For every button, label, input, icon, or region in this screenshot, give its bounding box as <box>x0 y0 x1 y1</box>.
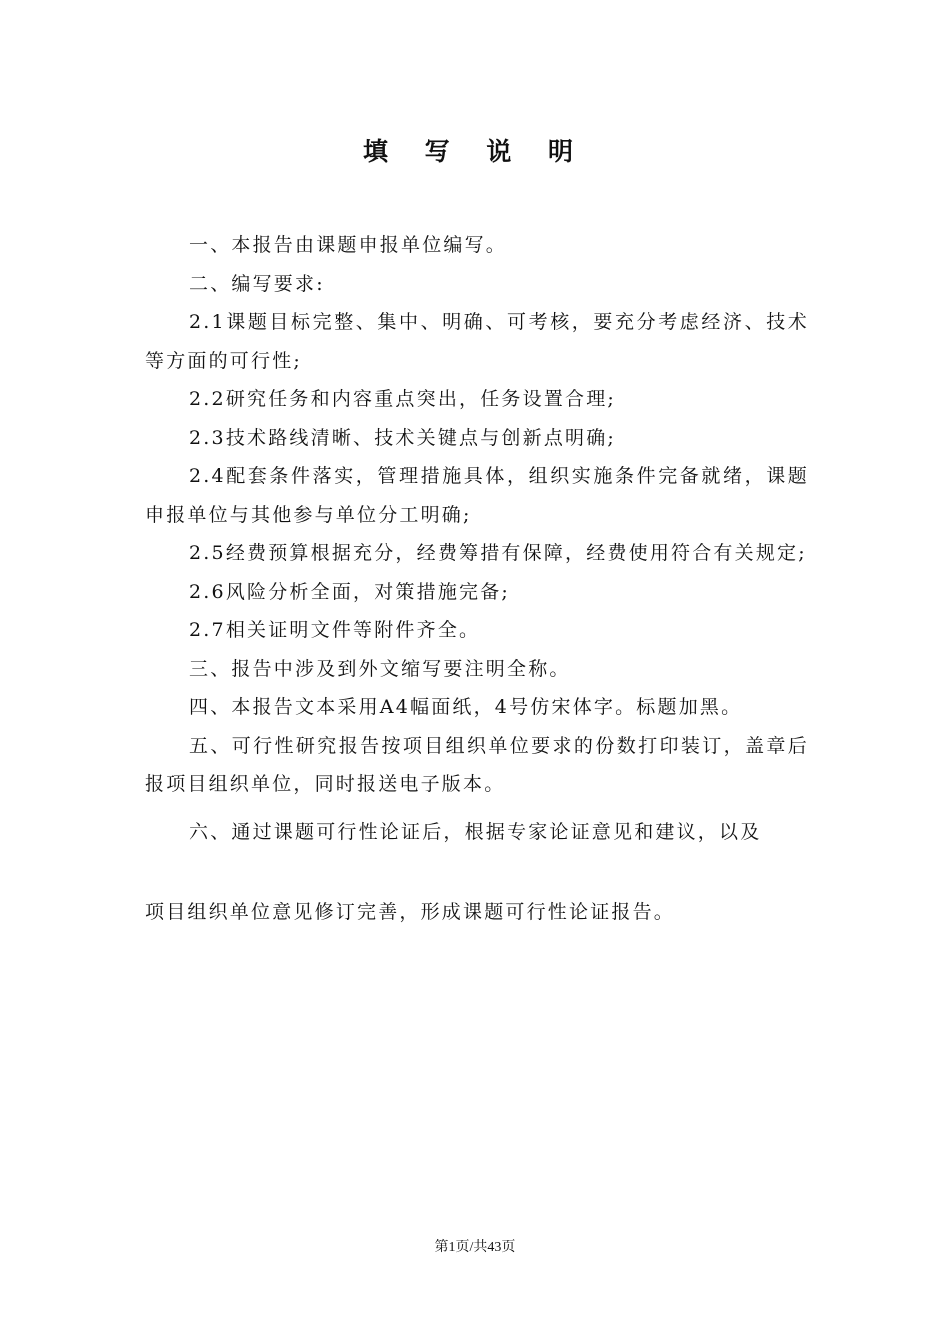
paragraph-2-2: 2.2研究任务和内容重点突出，任务设置合理; <box>189 388 617 410</box>
paragraph-2-3: 2.3技术路线清晰、技术关键点与创新点明确; <box>189 426 617 449</box>
paragraph-2-4: 2.4配套条件落实，管理措施具体，组织实施条件完备就绪，课题申报单位与其他参与单位分工明确; <box>145 465 809 526</box>
paragraph-5: 五、可行性研究报告按项目组织单位要求的份数打印装订，盖章后报项目组织单位，同时报送电子版本。 <box>145 734 809 795</box>
paragraph-2-6: 2.6风险分析全面，对策措施完备; <box>189 580 511 603</box>
paragraph-2-1: 2.1课题目标完整、集中、明确、可考核，要充分考虑经济、技术等方面的可行性; <box>145 311 809 372</box>
paragraph-6: 六、通过课题可行性论证后，根据专家论证意见和建议，以及 <box>189 820 762 843</box>
paragraph-2-7: 2.7相关证明文件等附件齐全。 <box>189 619 481 641</box>
paragraph-4: 四、本报告文本采用A4幅面纸，4号仿宋体字。标题加黑。 <box>189 696 743 718</box>
document-body <box>145 226 809 932</box>
paragraph-6-continued: 项目组织单位意见修订完善，形成课题可行性论证报告。 <box>145 901 676 923</box>
paragraph-3: 三、报告中涉及到外文缩写要注明全称。 <box>189 657 571 680</box>
paragraph-1: 一、本报告由课题申报单位编写。 <box>189 234 508 256</box>
document-title: 填 写 说 明 <box>362 137 588 166</box>
page-number: 第1页/共43页 <box>434 1240 516 1255</box>
paragraph-2: 二、编写要求: <box>189 272 325 295</box>
paragraph-2-5: 2.5经费预算根据充分，经费筹措有保障，经费使用符合有关规定; <box>189 542 807 564</box>
